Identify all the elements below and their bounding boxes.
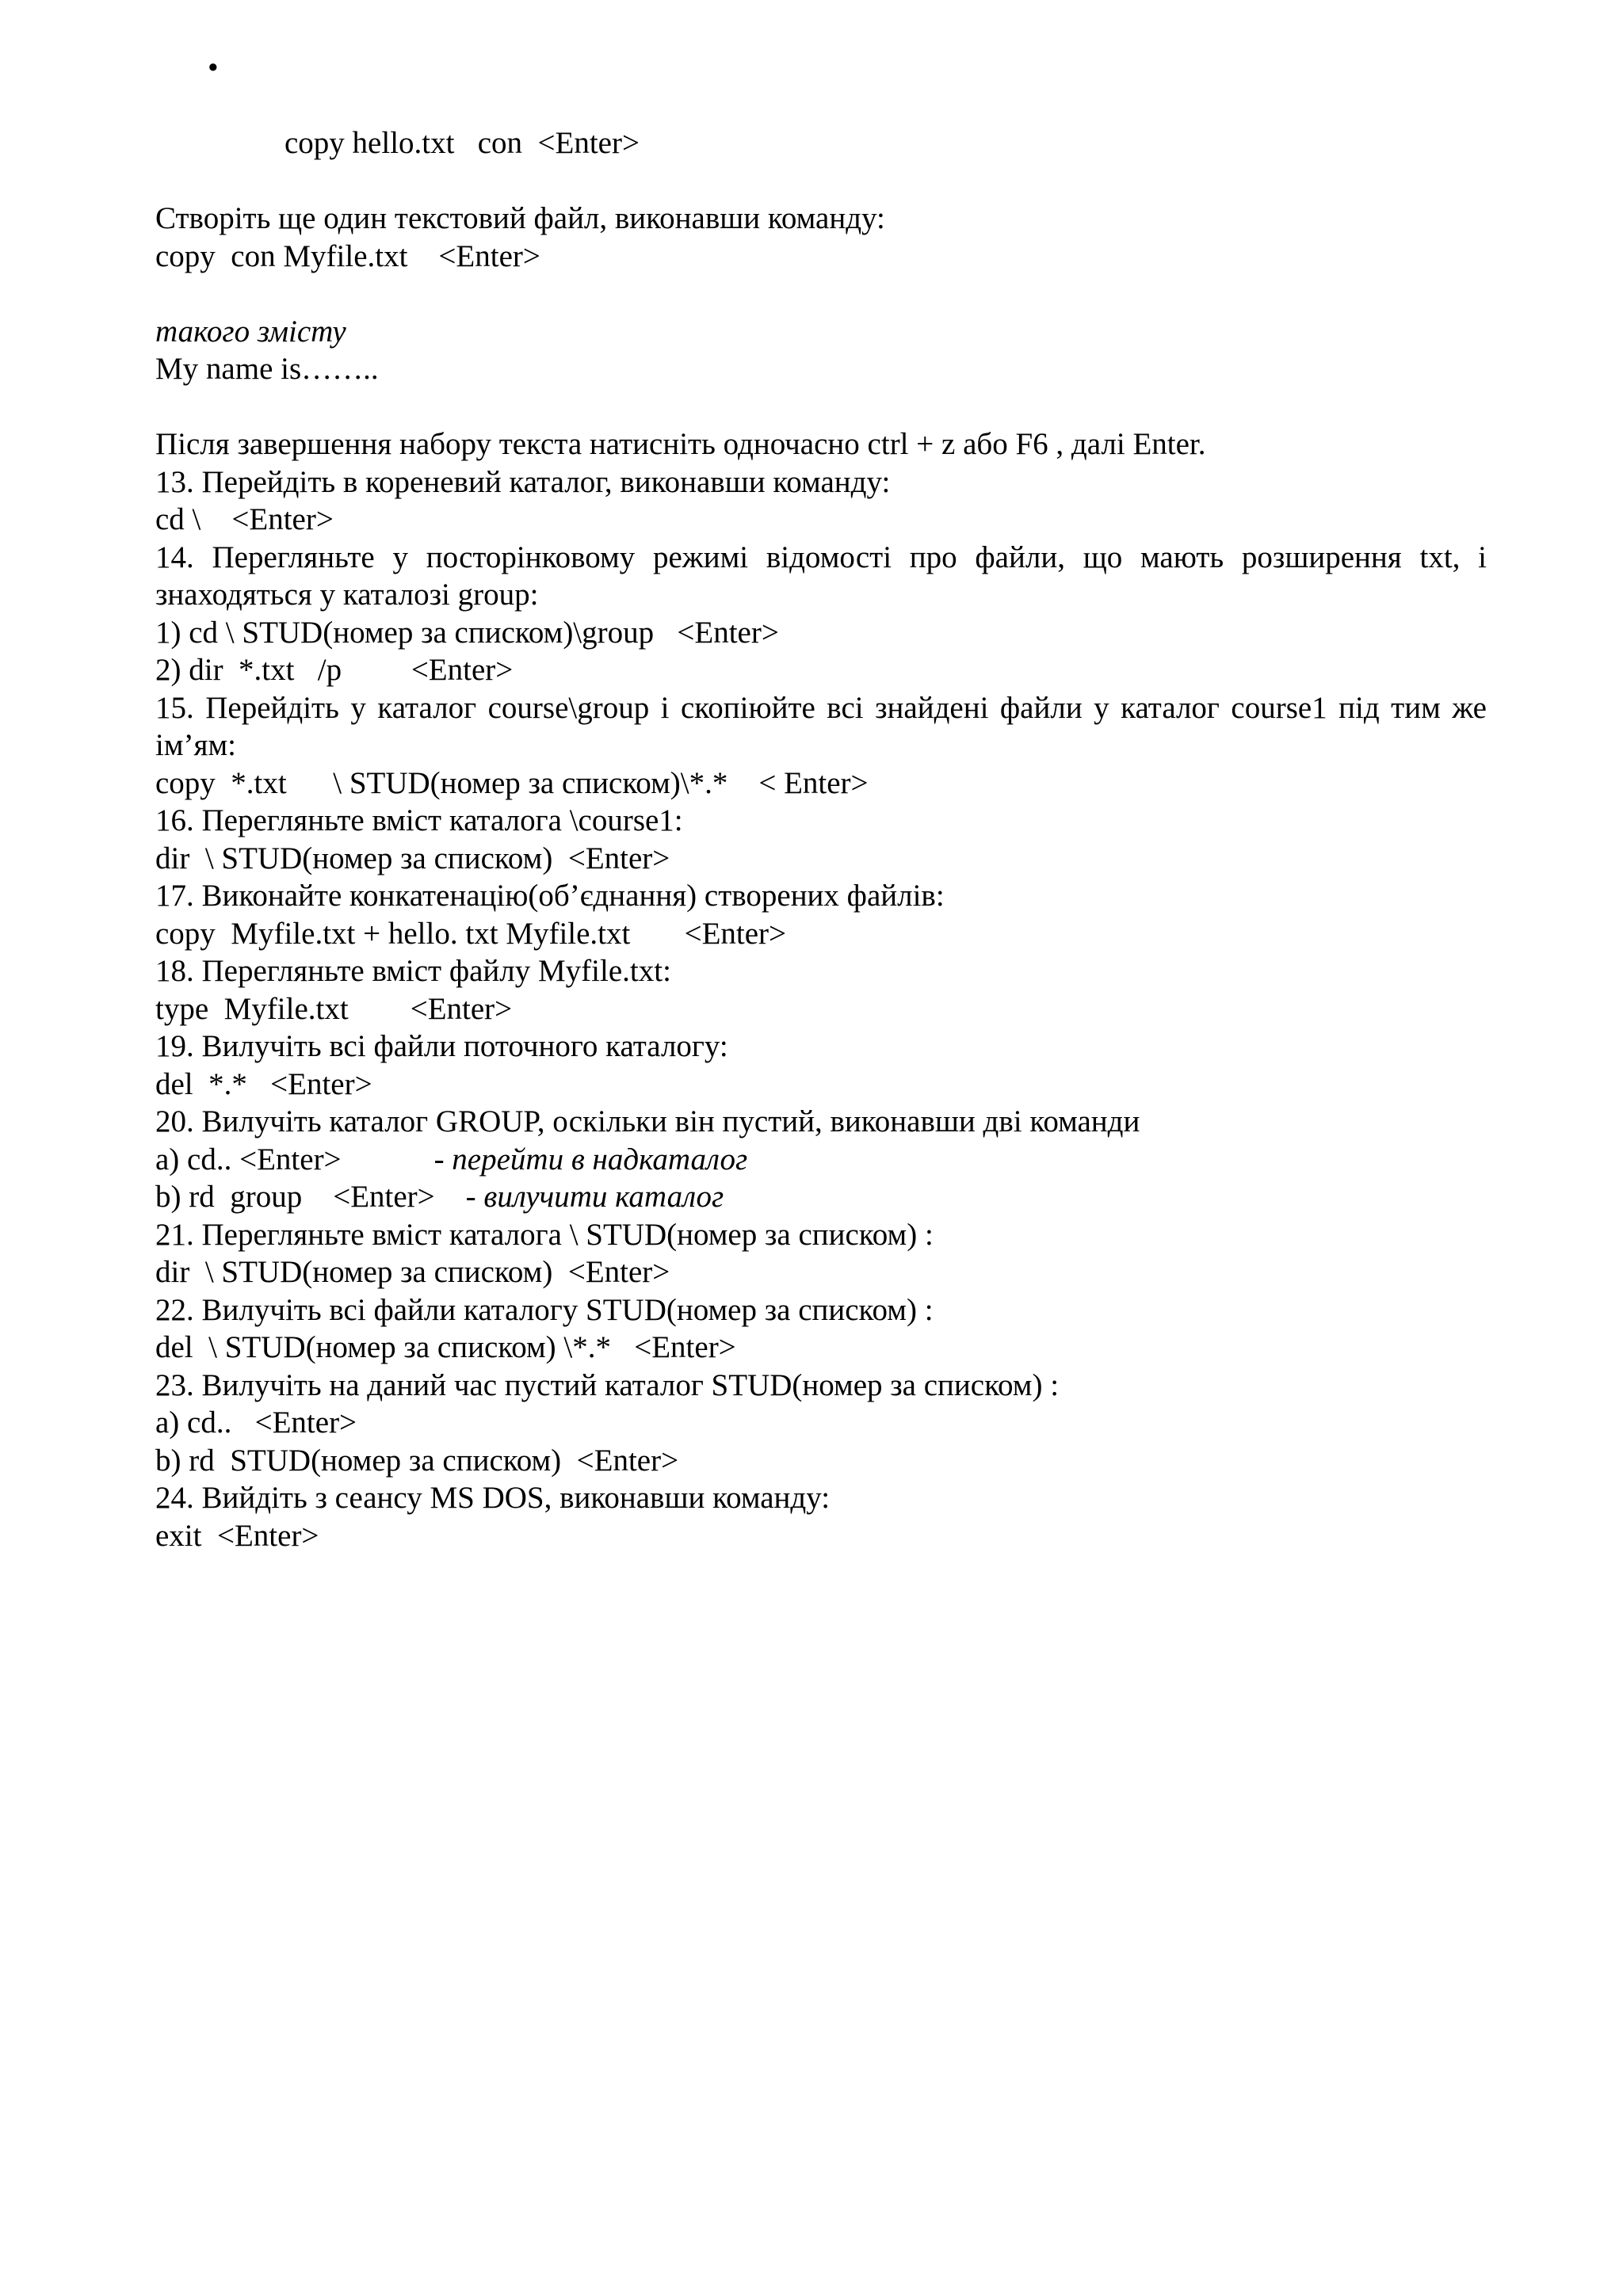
- step-14-command-2: 2) dir *.txt /p <Enter>: [155, 653, 514, 687]
- step-14-title: 14. Перегляньте у посторінковому режимі відомості про файли, що мають розширення txt, і знаходяться у каталозі group:: [155, 540, 1487, 612]
- step-20-note-b: - вилучити каталог: [465, 1180, 724, 1214]
- bullet-dot-icon: •: [208, 51, 219, 85]
- step-15-title: 15. Перейдіть у каталог course\group і скопіюйте всі знайдені файли у каталог course1 під тим же ім’ям:: [155, 690, 1487, 762]
- step-18-title: 18. Перегляньте вміст файлу Myfile.txt:: [155, 954, 671, 988]
- blank-line: [155, 388, 1487, 426]
- step-23-title: 23. Вилучіть на даний час пустий каталог STUD(номер за списком) :: [155, 1367, 1060, 1402]
- step-21-command: dir \ STUD(номер за списком) <Enter>: [155, 1255, 670, 1289]
- step-15-command: copy *.txt \ STUD(номер за списком)\*.* < Enter>: [155, 765, 869, 800]
- step-13-command: cd \ <Enter>: [155, 502, 334, 536]
- step-13-title: 13. Перейдіть в кореневий каталог, виконавши команду:: [155, 464, 891, 499]
- create-file-command: copy con Myfile.txt <Enter>: [155, 238, 540, 273]
- step-23-command-b: b) rd STUD(номер за списком) <Enter>: [155, 1443, 679, 1478]
- step-20-note-a: - перейти в надкаталог: [433, 1142, 748, 1177]
- step-19-command: del *.* <Enter>: [155, 1066, 372, 1101]
- step-22-title: 22. Вилучіть всі файли каталогу STUD(номер за списком) :: [155, 1292, 934, 1327]
- step-20-command-a-row: [155, 1141, 1487, 1179]
- step-18-command: type Myfile.txt <Enter>: [155, 991, 513, 1026]
- bullet-list-item: [155, 49, 1487, 200]
- create-file-instruction: Створіть ще один текстовий файл, виконавши команду:: [155, 201, 885, 235]
- step-17-title: 17. Виконайте конкатенацію(об’єднання) створених файлів:: [155, 879, 945, 913]
- blank-line: [155, 275, 1487, 313]
- bullet-command-text: copy hello.txt con <Enter>: [285, 126, 640, 160]
- step-20-title: 20. Вилучіть каталог GROUP, оскільки він пустий, виконавши дві команди: [155, 1104, 1140, 1138]
- step-23-command-a: a) cd.. <Enter>: [155, 1405, 357, 1440]
- step-19-title: 19. Вилучіть всі файли поточного каталогу:: [155, 1029, 728, 1063]
- step-17-command: copy Myfile.txt + hello. txt Myfile.txt <Enter>: [155, 916, 787, 951]
- step-24-command: exit <Enter>: [155, 1518, 319, 1553]
- step-20-command-b: b) rd group <Enter>: [155, 1180, 466, 1214]
- step-22-command: del \ STUD(номер за списком) \*.* <Enter>: [155, 1330, 736, 1364]
- after-typing-instruction: Після завершення набору текста натисніть одночасно ctrl + z або F6 , далі Enter.: [155, 427, 1206, 461]
- step-24-title: 24. Вийдіть з сеансу MS DOS, виконавши команду:: [155, 1481, 831, 1515]
- step-20-command-b-row: [155, 1178, 1487, 1216]
- document-page: [155, 49, 1487, 1554]
- step-16-title: 16. Перегляньте вміст каталога \course1:: [155, 803, 683, 837]
- content-label: такого змісту: [155, 314, 346, 349]
- step-21-title: 21. Перегляньте вміст каталога \ STUD(номер за списком) :: [155, 1217, 934, 1252]
- step-20-command-a: a) cd.. <Enter>: [155, 1142, 434, 1177]
- step-16-command: dir \ STUD(номер за списком) <Enter>: [155, 841, 670, 875]
- content-text: My name is……..: [155, 352, 379, 386]
- step-14-command-1: 1) cd \ STUD(номер за списком)\group <Enter>: [155, 615, 779, 650]
